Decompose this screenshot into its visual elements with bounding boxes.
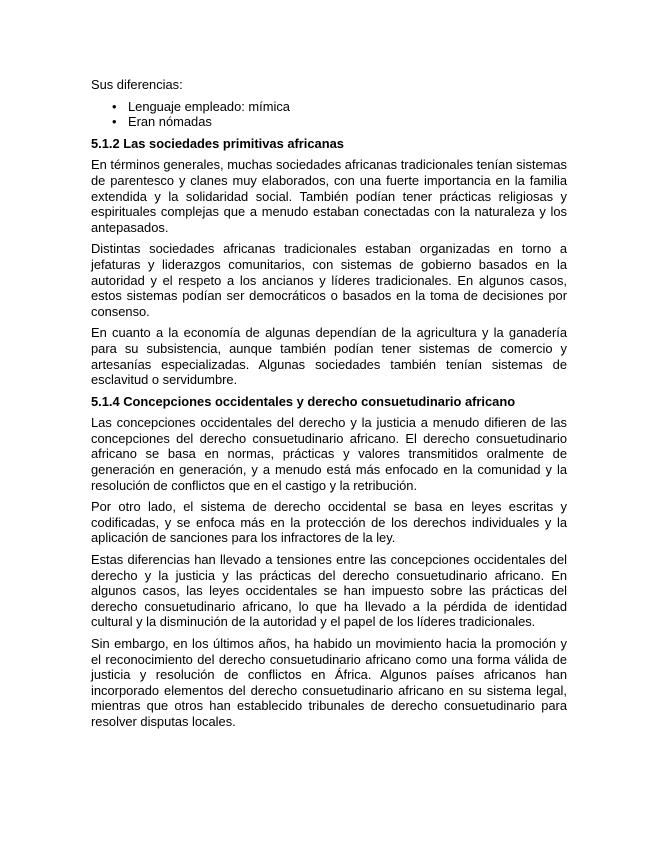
list-item <box>91 114 567 130</box>
paragraph: En cuanto a la economía de algunas dependían de la agricultura y la ganadería para su subsistencia, aunque también podían tener sistemas de comercio y artesanías especializadas. Algunas sociedades también tenían sistemas de esclavitud o servidumbre. <box>91 325 567 388</box>
paragraph: Por otro lado, el sistema de derecho occidental se basa en leyes escritas y codificadas, y se enfoca más en la protección de los derechos individuales y la aplicación de sanciones para los infractores de la ley. <box>91 499 567 546</box>
section-heading: 5.1.4 Concepciones occidentales y derecho consuetudinario africano <box>91 393 516 409</box>
differences-list <box>91 99 567 130</box>
paragraph: En términos generales, muchas sociedades africanas tradicionales tenían sistemas de parentesco y clanes muy elaborados, con una fuerte importancia en la familia extendida y la solidaridad social. También podían tener prácticas religiosas y espirituales complejas que a menudo estaban conectadas con la naturaleza y los antepasados. <box>91 157 567 235</box>
list-item <box>91 99 567 115</box>
paragraph: Sin embargo, en los últimos años, ha habido un movimiento hacia la promoción y el reconocimiento del derecho consuetudinario africano como una forma válida de justicia y resolución de conflictos en África. Algunos países africanos han incorporado elementos del derecho consuetudinario africano en su sistema legal, mientras que otros han establecido tribunales de derecho consuetudinario para resolver disputas locales. <box>91 636 567 729</box>
paragraph: Las concepciones occidentales del derecho y la justicia a menudo difieren de las concepciones del derecho consuetudinario africano. El derecho consuetudinario africano se basa en normas, prácticas y valores transmitidos oralmente de generación en generación, y a menudo está más enfocado en la comunidad y la resolución de conflictos que en el castigo y la retribución. <box>91 415 567 493</box>
section-heading: 5.1.2 Las sociedades primitivas africanas <box>91 135 344 151</box>
list-item-text: Eran nómadas <box>128 114 212 130</box>
paragraph: Estas diferencias han llevado a tensiones entre las concepciones occidentales del derecho y la justicia y las prácticas del derecho consuetudinario africano. En algunos casos, las leyes occidentales se han impuesto sobre las prácticas del derecho consuetudinario africano, lo que ha llevado a la pérdida de identidad cultural y la disminución de la autoridad y el papel de los líderes tradicionales. <box>91 552 567 630</box>
bullet-icon: • <box>112 98 117 114</box>
intro-text: Sus diferencias: <box>91 77 183 92</box>
bullet-icon: • <box>112 114 117 130</box>
list-item-text: Lenguaje empleado: mímica <box>128 98 290 114</box>
paragraph: Distintas sociedades africanas tradicionales estaban organizadas en torno a jefaturas y liderazgos comunitarios, con sistemas de gobierno basados en la autoridad y el respeto a los ancianos y líderes tradicionales. En algunos casos, estos sistemas podían ser democráticos o basados en la toma de decisiones por consenso. <box>91 241 567 319</box>
